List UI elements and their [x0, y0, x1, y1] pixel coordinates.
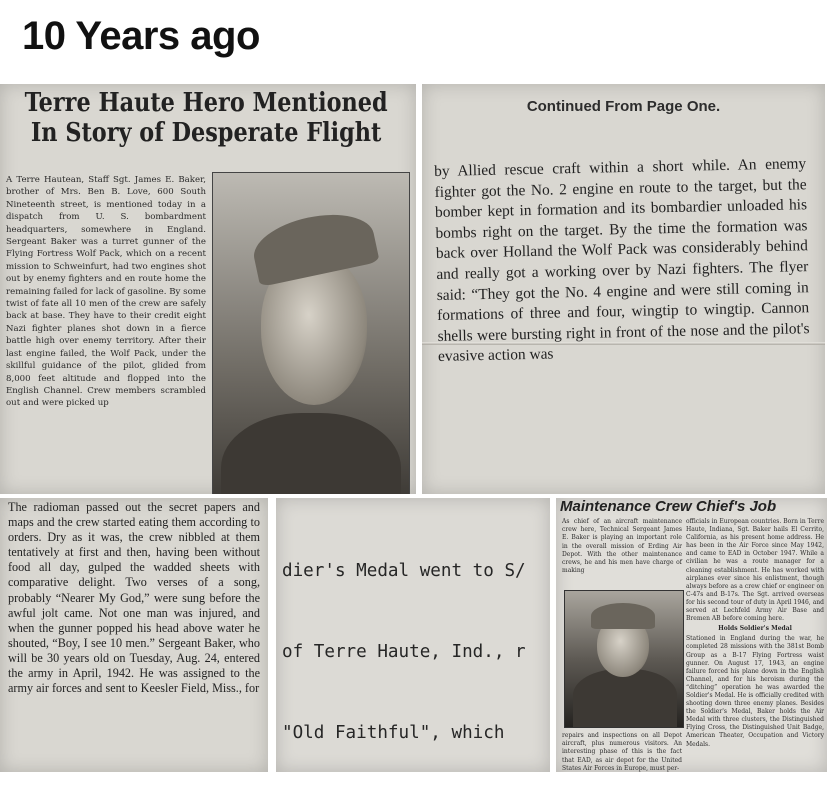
soldiers-medal-subhead: Holds Soldier's Medal [718, 625, 792, 633]
clipping-typed-note [276, 498, 550, 772]
crew-chief-right-column [686, 518, 824, 749]
crew-story-body: The radioman passed out the secret papers and maps and the crew started eating them according to orders. Dry as it was, the crew nibbled at them tentatively at first and then, having been without food all day, gulped the wadded sheets with comparative delight. Two verses of a song, probably “Nearer My God,” were sung before the awful jolt came. Not one man was injured, and when the gunner popped his head above water he shouted, “Boy, I see 10 men.” Sergeant Baker, who will be 30 years old on Tuesday, Aug. 24, entered the army in April, 1942. He was assigned to the army air forces and sent to Keesler Field, Miss., for [8, 500, 260, 696]
soldier-portrait-photo [212, 172, 410, 494]
crew-chief-left-column: As chief of an aircraft maintenance crew here, Technical Sergeant James E. Baker is playing an important role in the overall mission of Erding Air Depot. With the other maintenance crews, he and his men have charge of making [562, 518, 682, 575]
right-column-text-2: Stationed in England during the war, he completed 28 missions with the 381st Bomb Group as a B-17 Flying Fortress waist gunner. On August 17, 1943, an engine failure forced his plane down in the English Channel, and for his heroism during the “ditching” operation he was awarded the Soldier's Medal. He is officially credited with shooting down three enemy planes. Besides the Soldier's Medal, Baker holds the Air Medal with three clusters, the Distinguished Flying Cross, the Distinguished Unit Badge, American Theater, Occupation and Victory Medals. [686, 635, 824, 748]
portrait-shoulders [221, 413, 401, 494]
continued-body: by Allied rescue craft within a short while. An enemy fighter got the No. 2 engine en route to the target, but the bomber kept in formation and its bombardier unloaded his bombs right on the target. By the time the formation was back over Holland the Wolf Pack was considerably behind and really got a working over by Nazi fighters. The flyer said: “They got the No. 4 engine and were still coming in formations of three and four, wingtip to wingtip. Cannon shells were bursting right in front of the nose and the pilot's evasive action was [434, 155, 810, 366]
clipping-continued [422, 84, 825, 494]
crew-chief-left-column-bottom: repairs and inspections on all Depot aircraft, plus numerous visitors. An interesting phase of this is the fact that EAD, as air depot for the United States Air Forces in Europe, must per- [562, 732, 682, 772]
crew-chief-headline: Maintenance Crew Chief's Job [560, 498, 777, 515]
clipping-crew-chief [556, 498, 827, 772]
portrait-cap [248, 205, 379, 287]
photo-shoulders [573, 669, 677, 727]
typed-line: dier's Medal went to S/ [282, 561, 526, 581]
typed-line: of Terre Haute, Ind., r [282, 642, 526, 662]
clipping-hero-article [0, 84, 416, 494]
clipping-headline [4, 88, 408, 148]
typed-line: "Old Faithful", which [282, 723, 505, 743]
right-column-text-1: officials in European countries. Born in Terre Haute, Indiana, Sgt. Baker hails El Cerrito, California, as his present home address. He has been in the Air Force since May 1942, and came to EAD in October 1947. While a civilian he was a route manager for a cleaning establishment. He has worked with airplanes ever since his enlistment, though always before as a crew chief or engineer on C-47s and B-17s. The Sgt. arrived overseas for his second tour of duty in April 1946, and served at Lechfeld Army Air Base and Bremen AB before coming here. [686, 518, 824, 623]
headline-line-1: Terre Haute Hero Mentioned [24, 88, 388, 118]
headline-line-2: In Story of Desperate Flight [30, 118, 382, 148]
clipping-crew-story [0, 498, 268, 772]
typed-note-body [282, 504, 550, 772]
article-body: A Terre Hautean, Staff Sgt. James E. Baker, brother of Mrs. Ben B. Love, 600 South Nineteenth street, is mentioned today in a dispatch from U. S. bombardment headquarters, somewhere in England. Sergeant Baker was a turret gunner of the Flying Fortress Wolf Pack, which on a recent mission to Schweinfurt, had two engines shot out by enemy fighters and en route home the remaining failed for lack of gasoline. By some twist of fate all 10 men of the crew are safely back at base. They have to their credit eight Nazi fighter planes shot down in a fierce battle high over enemy territory. After their last engine failed, the Wolf Pack, under the skillful guidance of the pilot, glided from 8,000 feet altitude and flopped into the English Channel. Crew members scrambled out and were picked up [6, 175, 206, 409]
continued-from-heading: Continued From Page One. [526, 98, 721, 115]
page-title: 10 Years ago [22, 14, 260, 58]
crew-chief-photo [564, 590, 684, 728]
photo-cap [591, 603, 655, 629]
